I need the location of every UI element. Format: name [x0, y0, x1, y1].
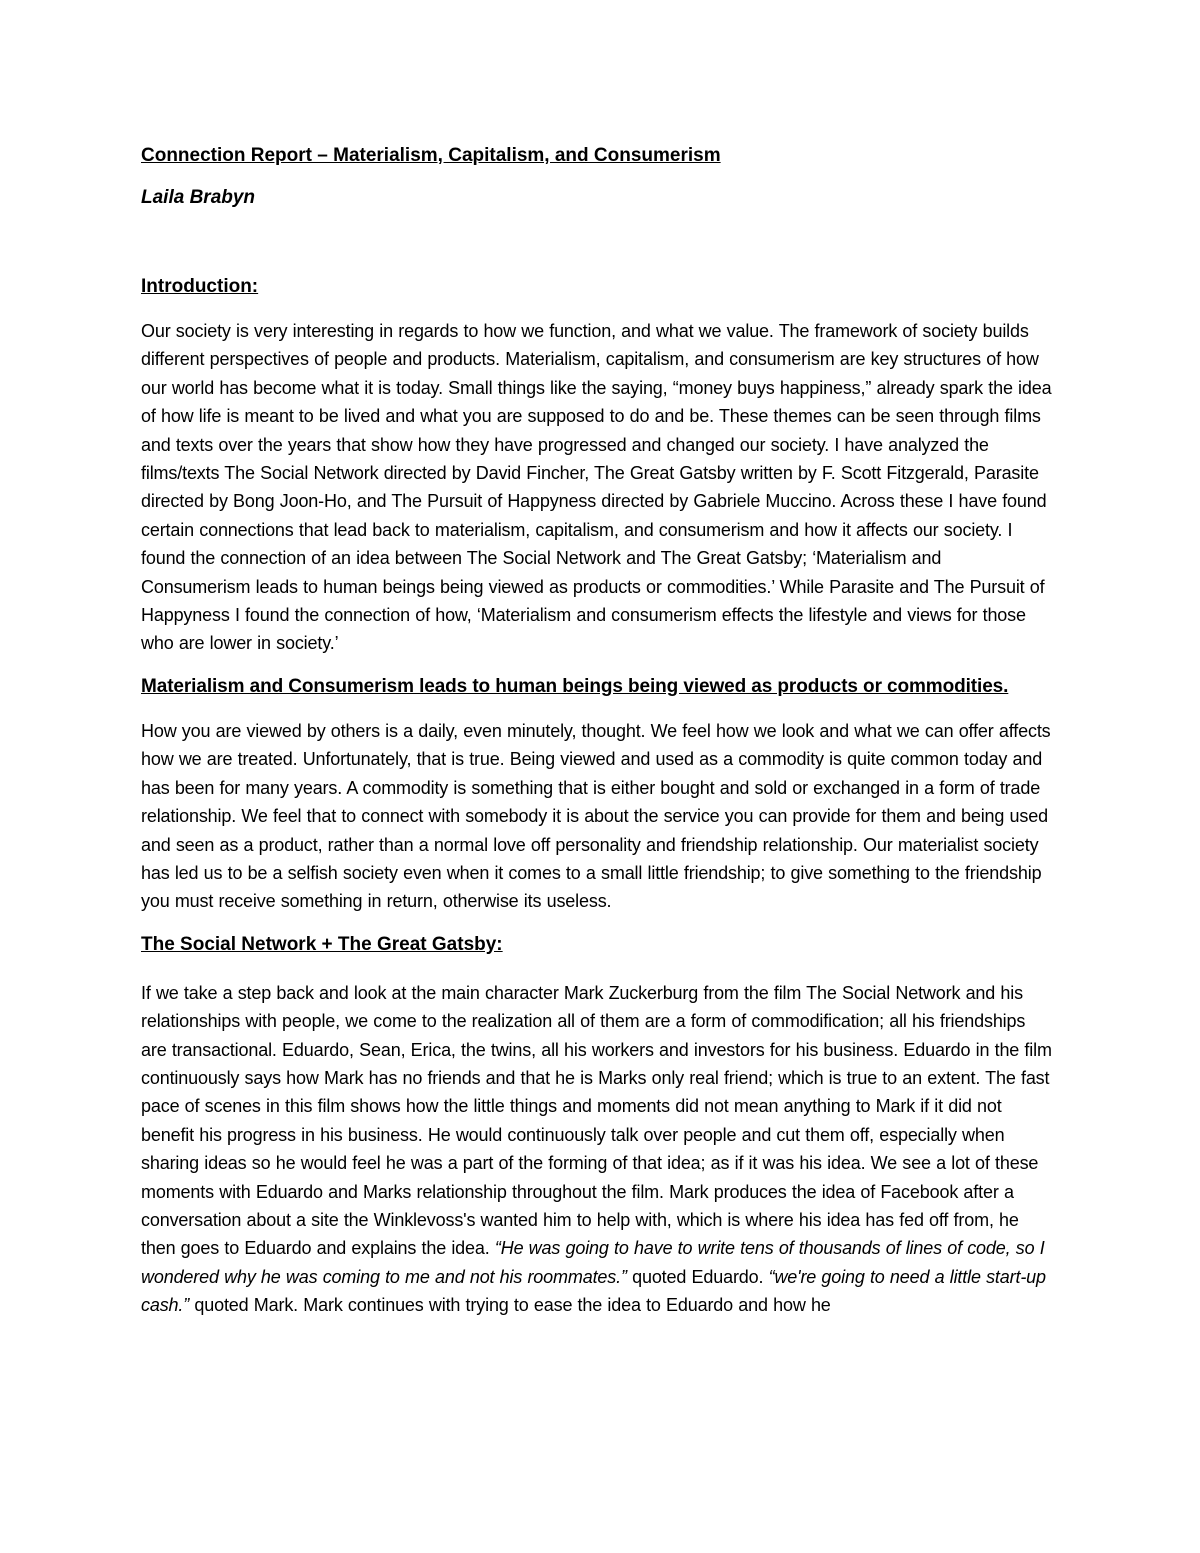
- commodities-paragraph: How you are viewed by others is a daily, even minutely, thought. We feel how we look and what we can offer affects how we are treated. Unfortunately, that is true. Being viewed and used as a commodity is quite common today and has been for many years. A commodity is something that is either bought and sold or exchanged in a form of trade relationship. We feel that to connect with somebody it is about the service you can provide for them and being used and seen as a product, rather than a normal love off personality and friendship relationship. Our materialist society has led us to be a selfish society even when it comes to a small little friendship; to give something to the friendship you must receive something in return, otherwise its useless.: [141, 720, 1051, 912]
- introduction-paragraph: Our society is very interesting in regards to how we function, and what we value. The framework of society builds different perspectives of people and products. Materialism, capitalism, and consumerism are key structures of how our world has become what it is today. Small things like the saying, “money buys happiness,” already spark the idea of how life is meant to be lived and what you are supposed to do and be. These themes can be seen through films and texts over the years that show how they have progressed and changed our society. I have analyzed the films/texts The Social Network directed by David Fincher, The Great Gatsby written by F. Scott Fitzgerald, Parasite directed by Bong Joon-Ho, and The Pursuit of Happyness directed by Gabriele Muccino. Across these I have found certain connections that lead back to materialism, capitalism, and consumerism and how it affects our society. I found the connection of an idea between The Social Network and The Great Gatsby; ‘Materialism and Consumerism leads to human beings being viewed as products or commodities.’ While Parasite and The Pursuit of Happyness I found the connection of how, ‘Materialism and consumerism effects the lifestyle and views for those who are lower in society.’: [141, 321, 1052, 654]
- social-network-paragraph: [141, 979, 1053, 1320]
- eduardo-quote: “He was going to have to write tens of thousands of lines of code, so I wondered why he was coming to me and not his roommates.”: [141, 1238, 1045, 1287]
- document-author: Laila Brabyn: [141, 187, 256, 208]
- paragraph-text-start: If we take a step back and look at the main character Mark Zuckerburg from the film The Social Network and his relationships with people, we come to the realization all of them are a form of commodification; all his friendships are transactional. Eduardo, Sean, Erica, the twins, all his workers and investors for his business. Eduardo in the film continuously says how Mark has no friends and that he is Marks only real friend; which is true to an extent. The fast pace of scenes in this film shows how the little things and moments did not mean anything to Mark if it did not benefit his progress in his business. He would continuously talk over people and cut them off, especially when sharing ideas so he would feel he was a part of the forming of that idea; as if it was his idea. We see a lot of these moments with Eduardo and Marks relationship throughout the film. Mark produces the idea of Facebook after a conversation about a site the Winklevoss's wanted him to help with, which is where his idea has fed off from, he then goes to Eduardo and explains the idea.: [141, 982, 1052, 1259]
- paragraph-text-between-quotes: quoted Eduardo.: [626, 1266, 769, 1287]
- mark-quote: “we're going to need a little start-up cash.”: [141, 1266, 1046, 1316]
- section-heading-commodities: Materialism and Consumerism leads to human beings being viewed as products or commodities.: [141, 675, 1009, 697]
- section-heading-social-network-gatsby: The Social Network + The Great Gatsby:: [141, 933, 503, 955]
- paragraph-text-end: quoted Mark. Mark continues with trying to ease the idea to Eduardo and how he: [189, 1295, 831, 1316]
- document-page: [141, 143, 1053, 1320]
- document-title: Connection Report – Materialism, Capitalism, and Consumerism: [141, 145, 721, 166]
- section-heading-introduction: Introduction:: [141, 276, 259, 297]
